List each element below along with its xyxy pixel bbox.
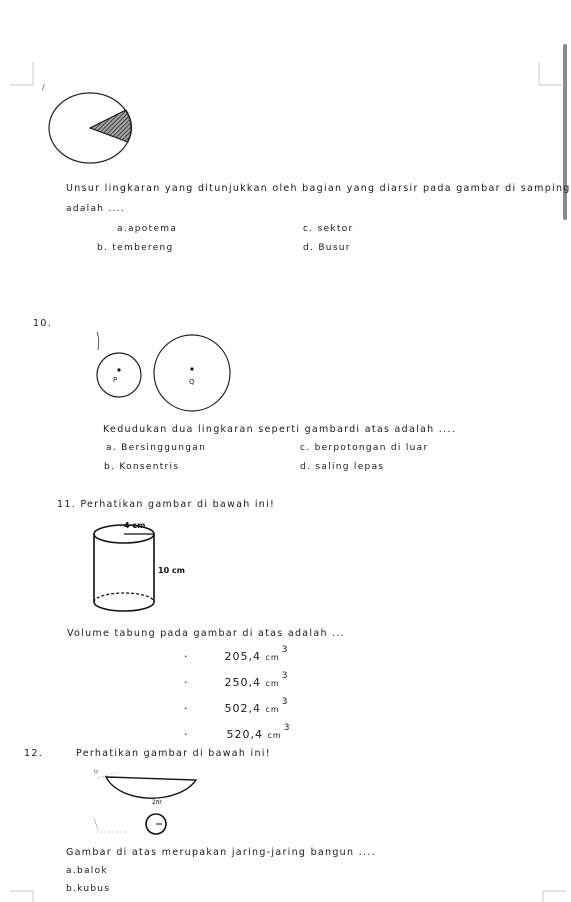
q11-option[interactable]: · 502,4 $cm^3$ — [184, 697, 289, 715]
corner-mark-bottom-left — [10, 888, 36, 902]
q11-question: 11. Perhatikan gambar di bawah ini! — [57, 499, 276, 510]
q12-option-a[interactable]: a.balok — [66, 866, 108, 876]
q9-option-b[interactable]: b. tembereng — [97, 243, 174, 253]
q10-option-c[interactable]: c. berpotongan di luar — [300, 443, 429, 453]
q12-sector — [106, 777, 196, 798]
q9-question: Unsur lingkaran yang ditunjukkan oleh bagian yang diarsir pada gambar di samping — [66, 183, 571, 194]
q9-circle-sector-figure — [40, 90, 140, 170]
q10-label-q: Q — [189, 378, 195, 386]
corner-mark-bottom-right — [540, 888, 566, 902]
q10-two-circles-figure — [94, 328, 244, 414]
q12-arc-label: 2πr — [152, 799, 162, 806]
q12-question2: Gambar di atas merupakan jaring-jaring bangun .... — [66, 847, 376, 858]
q10-circle-q — [154, 335, 230, 411]
q11-question2: Volume tabung pada gambar di atas adalah ... — [67, 628, 346, 639]
q11-option[interactable]: · 205,4 $cm^3$ — [184, 645, 289, 663]
q10-label-p: P — [113, 376, 118, 384]
q10-number: 10. — [33, 318, 53, 329]
q10-question: Kedudukan dua lingkaran seperti gambardi atas adalah .... — [103, 424, 457, 435]
q11-radius-label: 4 cm — [124, 521, 146, 530]
q10-option-b[interactable]: b. Konsentris — [104, 462, 180, 472]
q9-figure-label: / — [42, 83, 46, 92]
q12-question: Perhatikan gambar di bawah ini! — [76, 748, 271, 759]
corner-mark-top-left — [10, 62, 36, 88]
q12-option-b[interactable]: b.kubus — [66, 884, 111, 894]
corner-mark-top-right — [536, 62, 562, 88]
q10-option-a[interactable]: a. Bersinggungan — [106, 443, 207, 453]
q10-circle-p — [97, 353, 141, 397]
q11-option[interactable]: · 520,4 $cm^3$ — [184, 723, 291, 741]
q12-number: 12. — [24, 748, 44, 759]
q12-cone-net-figure — [88, 760, 208, 842]
q9-option-d[interactable]: d. Busur — [303, 243, 351, 253]
q9-question-cont: adalah .... — [66, 204, 126, 214]
svg-text:u: u — [94, 768, 98, 775]
q11-cylinder-figure — [88, 516, 198, 622]
q11-height-label: 10 cm — [158, 566, 185, 575]
q10-option-d[interactable]: d. saling lepas — [300, 462, 385, 472]
q9-option-c[interactable]: c. sektor — [303, 224, 354, 234]
q11-option[interactable]: · 250,4 $cm^3$ — [184, 671, 289, 689]
q9-option-a[interactable]: a.apotema — [117, 224, 178, 234]
